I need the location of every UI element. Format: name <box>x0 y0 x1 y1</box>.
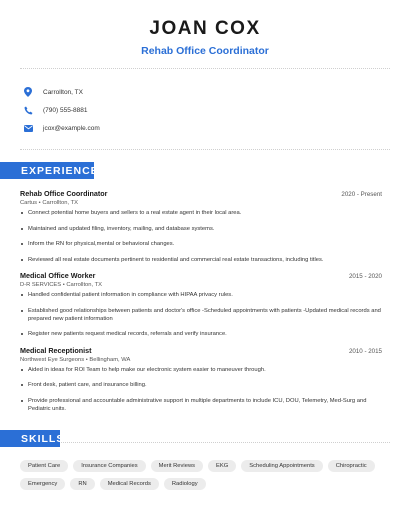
job-dates: 2020 - Present <box>341 191 382 198</box>
job-company: Cartus • Carrollton, TX <box>20 200 78 206</box>
job-dates: 2015 - 2020 <box>348 273 382 280</box>
bullet-item: Inform the RN for physical,mental or behavioral changes. <box>20 240 382 248</box>
divider <box>20 442 390 443</box>
job-title: Medical Office Worker <box>20 271 96 280</box>
job-entry <box>20 271 382 338</box>
job-bullets <box>20 209 382 264</box>
job-entry <box>20 189 382 264</box>
bullet-item: Connect potential home buyers and sellers to a real estate agent in their local area. <box>20 209 382 217</box>
section-heading-skills: SKILLS <box>0 430 60 447</box>
resume-header <box>0 0 410 57</box>
contact-location <box>20 83 100 101</box>
job-title-headline: Rehab Office Coordinator <box>141 45 269 57</box>
phone-icon <box>23 105 33 115</box>
skill-chip: Patient Care <box>20 460 68 472</box>
job-title: Medical Receptionist <box>20 345 92 355</box>
skill-chip: Scheduling Appointments <box>241 460 322 472</box>
bullet-item: Handled confidential patient information in compliance with HIPAA privacy rules. <box>20 291 382 299</box>
skill-chip: Emergency <box>20 478 65 490</box>
divider <box>20 68 390 69</box>
phone-text: (790) 555-8881 <box>43 106 88 114</box>
contact-info <box>20 83 100 137</box>
job-entry <box>20 346 382 413</box>
skill-chip: Medical Records <box>100 478 159 490</box>
job-dates: 2010 - 2015 <box>348 347 382 355</box>
email-icon <box>23 123 33 133</box>
email-text: jcox@example.com <box>43 124 100 132</box>
section-heading-experience: EXPERIENCE <box>0 162 94 179</box>
skill-chip: Radiology <box>164 478 206 490</box>
skill-chip: Insurance Companies <box>73 460 145 472</box>
bullet-item: Provide professional and accountable administrative support in multiple departments to include ICU, DOU, Telemetry, Med-Surg and Pediatric units. <box>20 397 382 413</box>
skill-chip: EKG <box>208 460 236 472</box>
candidate-name: JOAN COX <box>149 18 261 39</box>
skills-list <box>20 460 400 490</box>
contact-phone <box>20 101 100 119</box>
bullet-item: Maintained and updated filing, inventory, mailing, and database systems. <box>20 225 382 233</box>
job-company: Northwest Eye Surgeons • Bellingham, WA <box>20 356 131 363</box>
skill-chip: Merit Reviews <box>151 460 203 472</box>
skill-chip: Chiropractic <box>328 460 375 472</box>
experience-list <box>20 189 382 420</box>
location-text: Carrollton, TX <box>43 88 83 96</box>
bullet-item: Reviewed all real estate documents pertinent to residential and commercial real estate transactions, including titles. <box>20 256 382 264</box>
bullet-item: Front desk, patient care, and insurance billing. <box>20 381 382 389</box>
map-pin-icon <box>23 87 33 97</box>
contact-email <box>20 119 100 137</box>
job-company: D-R SERVICES • Carrollton, TX <box>20 282 103 288</box>
bullet-item: Established good relationships between patients and doctor's office -Scheduled appointments with patients -Updated medical records and prepared new patient information <box>20 307 382 323</box>
job-bullets <box>20 366 382 413</box>
skill-chip: RN <box>70 478 94 490</box>
divider <box>20 149 390 150</box>
job-title: Rehab Office Coordinator <box>20 189 108 198</box>
bullet-item: Register new patients request medical records, referrals and verify insurance. <box>20 330 382 338</box>
job-bullets <box>20 291 382 338</box>
bullet-item: Aided in ideas for ROI Team to help make our electronic system easier to maneuver through. <box>20 366 382 374</box>
